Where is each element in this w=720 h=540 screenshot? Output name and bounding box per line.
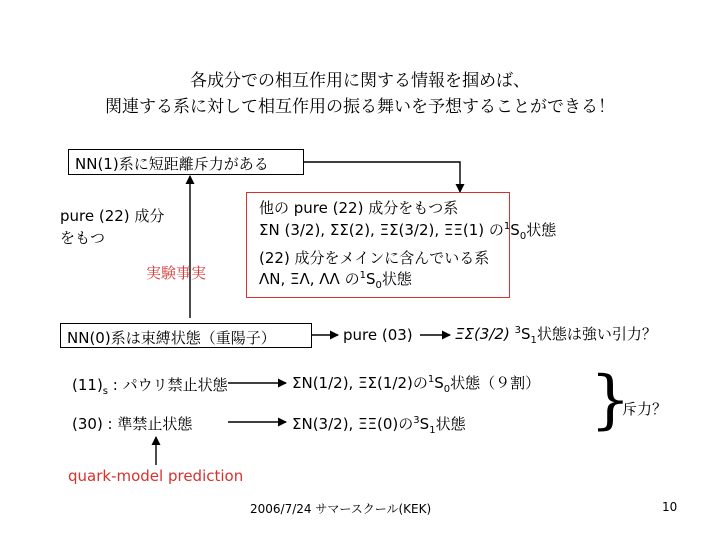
experiment-label: 実験事実 [146,264,207,282]
nn0-box [60,323,312,348]
nn1-to-pure22-arrow [304,162,460,192]
other-pure22-line-2: ΣN (3/2), ΣΣ(2), ΞΣ(3/2), ΞΞ(1) の$^1S_0$状態 [259,221,557,242]
pure22-line-2: をもつ [60,229,106,247]
pure22-systems-box [246,192,557,298]
nn0-text: NN(0)系は束縛状態（重陽子） [67,329,276,347]
title-line-2: 関連する系に対して相互作用の振る舞いを予想することができる！ [105,97,615,117]
row30-label: (30) : 準禁止状態 [72,415,193,433]
nn1-text: NN(1)系に短距離斥力がある [75,155,269,173]
main22-line-2: ΛN, ΞΛ, ΛΛ の$^1S_0$状態 [259,270,412,291]
other-pure22-line-1: 他の pure (22) 成分をもつ系 [259,199,459,217]
pure03-label: pure (03) [343,326,413,344]
row11-label: $(11)_s$ : パウリ禁止状態 [72,376,228,397]
footer-text: 2006/7/24 サマースクール(KEK) [250,502,432,516]
xs32-label: ΞΣ(3/2) $^3S_1$状態は強い引力？ [455,325,657,346]
right-brace: } [590,363,631,437]
nn1-box [68,149,304,175]
sn12-label: ΣN(1/2), ΞΣ(1/2)の$^1S_0$状態（９割） [292,374,541,395]
main22-line-1: (22) 成分をメインに含んでいる系 [259,249,490,267]
title-line-1: 各成分での相互作用に関する情報を掴めば、 [190,71,530,91]
repulsion-label: 斥力？ [622,400,668,418]
quark-model-label: quark-model prediction [68,467,244,485]
sn32-label: ΣN(3/2), ΞΞ(0)の$^3S_1$状態 [292,415,466,436]
pure22-line-1: pure (22) 成分 [60,207,165,225]
page-number: 10 [662,500,678,514]
